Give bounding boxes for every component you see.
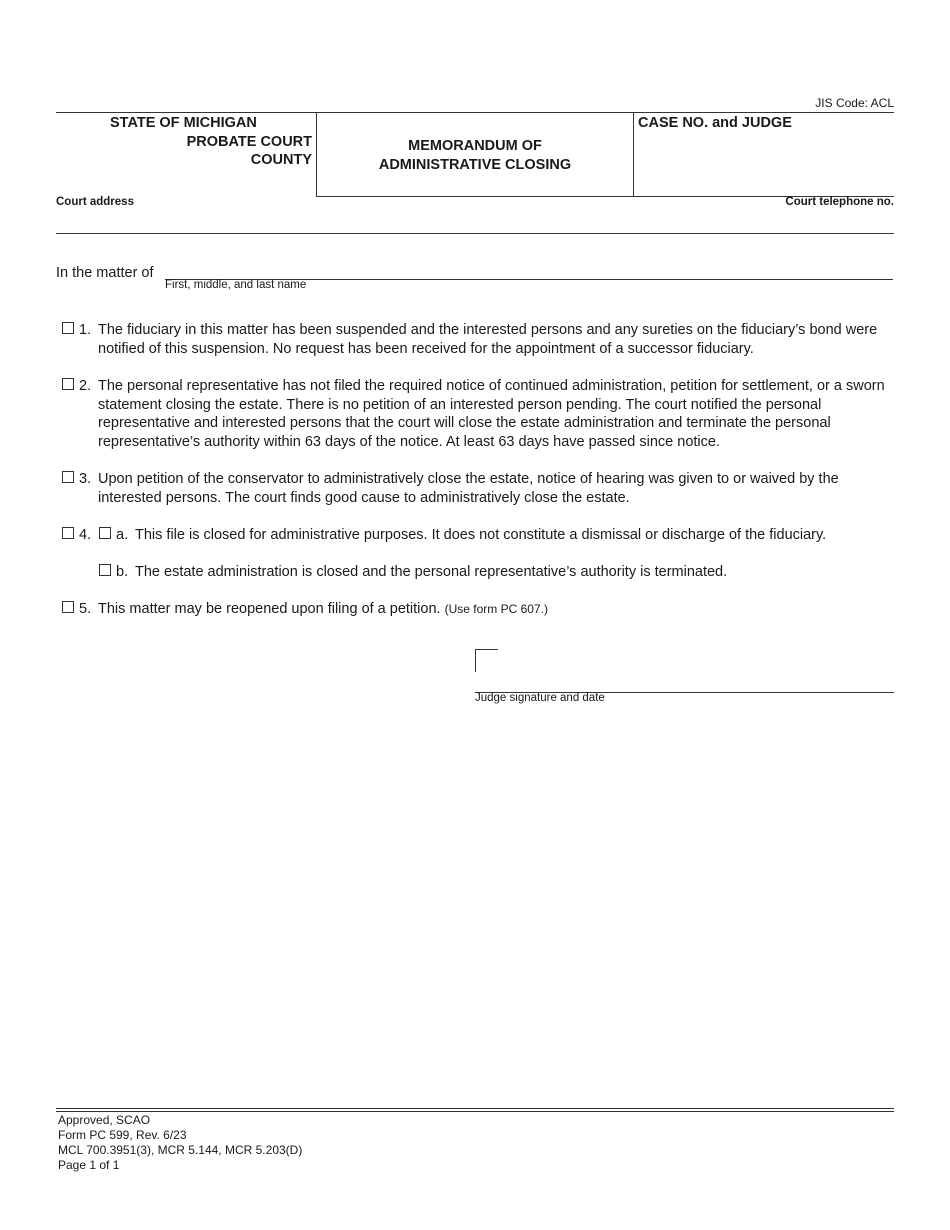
form-title-line1: MEMORANDUM OF [408,138,542,154]
footer-rule-top [56,1108,894,1109]
item5-text: This matter may be reopened upon filing of a petition. [98,601,441,617]
item4-number: 4. [79,527,92,543]
form-title-line2: ADMINISTRATIVE CLOSING [378,157,572,173]
item3-text: Upon petition of the conservator to administratively close the estate, notice of hearing was given to or waived by the interested persons. The court finds good cause to administratively close the estate. [98,471,839,506]
item1-checkbox[interactable] [62,322,74,334]
item2-checkbox[interactable] [62,378,74,390]
item2-number: 2. [79,378,92,394]
footer-text [58,1113,302,1173]
court-address-label: Court address [56,196,134,208]
case-no-judge-label: CASE NO. and JUDGE [638,115,792,131]
item4b-letter: b. [116,564,129,580]
footer-page-number: Page 1 of 1 [58,1158,120,1172]
item4b-text: The estate administration is closed and the personal representative’s authority is terminated. [135,564,728,580]
item1-text: The fiduciary in this matter has been suspended and the interested persons and any sureties on the fiduciary’s bond were notified of this suspension. No request has been received for the appointment of a successor fiduciary. [98,322,878,357]
county-label: COUNTY [250,152,312,168]
form-title [317,137,633,175]
item3-checkbox[interactable] [62,471,74,483]
judge-signature-caption: Judge signature and date [475,692,605,704]
judge-signature-field[interactable] [475,672,894,693]
item5-checkbox[interactable] [62,601,74,613]
footer-rule-bottom [56,1111,894,1112]
item4a-checkbox[interactable] [99,527,111,539]
state-label: STATE OF MICHIGAN [110,115,257,131]
signature-corner-mark [475,649,498,672]
item2-text: The personal representative has not filed the required notice of continued administration, petition for settlement, or a sworn statement closing the estate. There is no petition of an interested person pending. The court notified the personal representative and interested persons that the court will close the estate administration and terminate the personal representative’s authority within 63 days of the notice. At least 63 days have passed since notice. [98,378,885,450]
footer-form-number: Form PC 599, Rev. 6/23 [58,1128,187,1142]
item4a-letter: a. [116,527,129,543]
court-telephone-label: Court telephone no. [785,196,894,208]
matter-name-field[interactable] [165,262,893,280]
probate-court-label: PROBATE COURT [186,134,312,150]
item4b-checkbox[interactable] [99,564,111,576]
header-top-rule [56,112,894,113]
item5-line [98,600,898,619]
address-rule [56,233,894,234]
in-the-matter-label: In the matter of [56,265,154,281]
footer-approved: Approved, SCAO [58,1113,151,1127]
jis-code: JIS Code: ACL [815,96,894,110]
footer-references: MCL 700.3951(3), MCR 5.144, MCR 5.203(D) [58,1143,303,1157]
item1-number: 1. [79,322,92,338]
item4a-text: This file is closed for administrative purposes. It does not constitute a dismissal or discharge of the fiduciary. [135,527,827,543]
item5-number: 5. [79,601,92,617]
header-divider-right [633,112,634,196]
item5-note: (Use form PC 607.) [444,602,548,616]
item3-number: 3. [79,471,92,487]
item4-checkbox[interactable] [62,527,74,539]
matter-name-caption: First, middle, and last name [165,279,307,291]
